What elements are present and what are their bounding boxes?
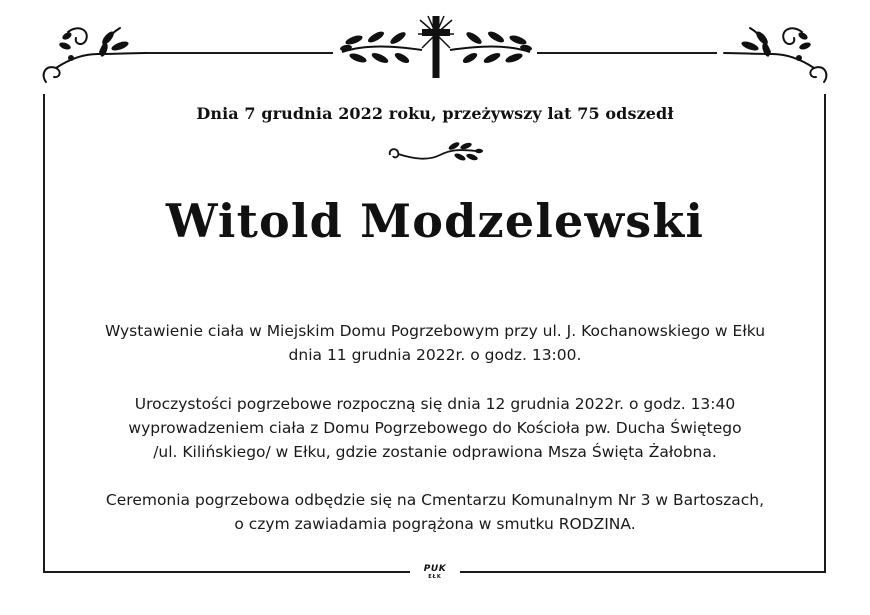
flourish-icon (384, 141, 484, 167)
flourish-icon (720, 20, 832, 86)
frame-top-right-line (537, 52, 717, 54)
paragraph-ceremony: Uroczystości pogrzebowe rozpoczną się dnia 12 grudnia 2022r. o godz. 13:40 wyprowadzeniem ciała z Domu Pogrzebowego do Kościoła pw. Ducha Świętego /ul. Kilińskiego/ w Ełku, gdzie zostanie odprawiona Msza Święta Żałobna. (128, 395, 742, 461)
paragraph-burial: Ceremonia pogrzebowa odbędzie się na Cmentarzu Komunalnym Nr 3 w Bartoszach, o czym zawiadamia pogrążona w smutku RODZINA. (105, 491, 765, 533)
cross-icon (416, 14, 456, 80)
paragraph-viewing: Wystawienie ciała w Miejskim Domu Pogrzebowym przy ul. J. Kochanowskiego w Ełku dnia 11 grudnia 2022r. o godz. 13:00. (104, 322, 766, 364)
frame-bottom-right-border (460, 571, 826, 573)
logo-main-text: PUK (423, 564, 447, 574)
intro-line: Dnia 7 grudnia 2022 roku, przeżywszy lat 75 odszedł (196, 104, 674, 123)
logo-sub-text: EŁK (428, 574, 442, 580)
olive-branch-icon (448, 24, 534, 68)
flourish-icon (38, 20, 150, 86)
deceased-name: Witold Modzelewski (165, 194, 705, 248)
frame-bottom-left-border (43, 571, 410, 573)
logo (416, 564, 454, 582)
olive-branch-icon (338, 24, 424, 68)
frame-top-left-line (145, 52, 333, 54)
